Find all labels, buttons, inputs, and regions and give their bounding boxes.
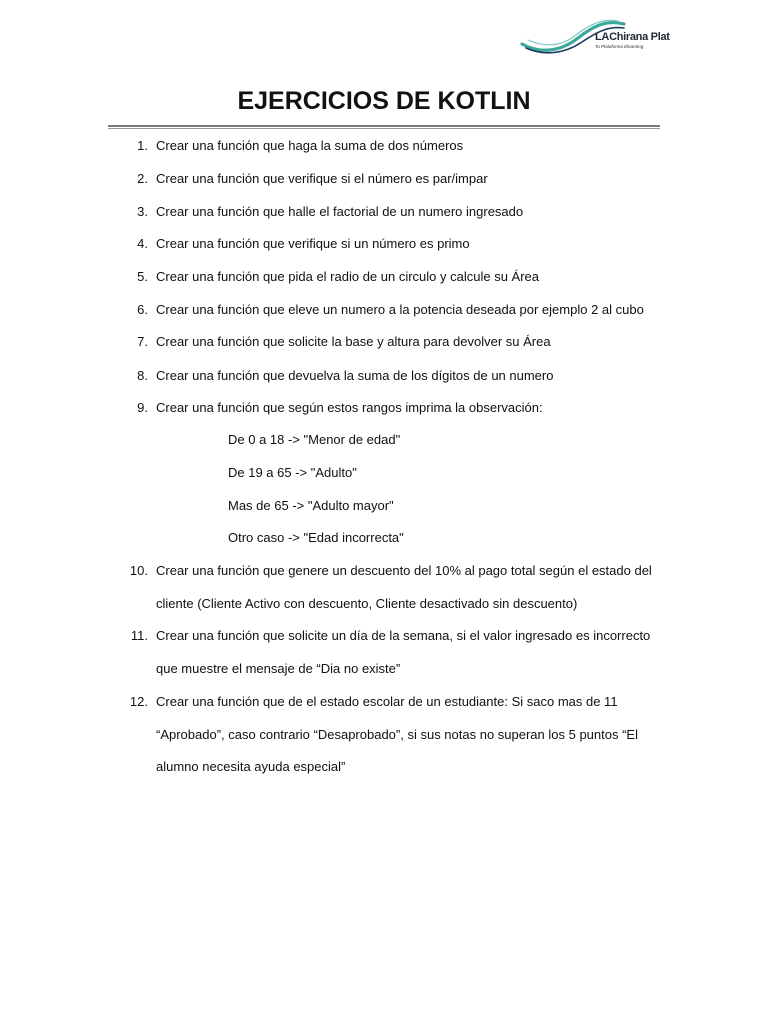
range-line: De 0 a 18 -> "Menor de edad"	[228, 432, 401, 447]
item-text: Crear una función que pida el radio de un circulo y calcule su Área	[156, 269, 540, 284]
range-line: Otro caso -> "Edad incorrecta"	[228, 530, 404, 545]
logo-name: LAChirana Plat	[595, 31, 670, 43]
item-text: Crear una función que haga la suma de dos números	[156, 138, 464, 153]
item-text: “Aprobado”, caso contrario “Desaprobado”, si sus notas no superan los 5 puntos “El	[156, 727, 638, 742]
item-number: 3.	[137, 204, 148, 219]
item-text: Crear una función que halle el factorial de un numero ingresado	[156, 204, 524, 219]
item-text: Crear una función que solicite la base y altura para devolver su Área	[156, 334, 551, 349]
item-number: 4.	[137, 236, 148, 251]
item-text: alumno necesita ayuda especial”	[156, 759, 346, 774]
item-number: 11.	[130, 628, 148, 643]
item-number: 7.	[137, 334, 148, 349]
range-line: De 19 a 65 -> "Adulto"	[228, 465, 357, 480]
range-line: Mas de 65 -> "Adulto mayor"	[228, 498, 394, 513]
item-text: que muestre el mensaje de “Dia no existe”	[156, 661, 401, 676]
item-text: Crear una función que devuelva la suma de los dígitos de un numero	[156, 368, 554, 383]
logo-tagline: Tu Plataforma Elearning	[595, 44, 644, 49]
item-text: Crear una función que eleve un numero a la potencia deseada por ejemplo 2 al cubo	[156, 302, 644, 317]
item-text: Crear una función que según estos rangos imprima la observación:	[156, 400, 543, 415]
item-text: Crear una función que solicite un día de la semana, si el valor ingresado es incorrecto	[156, 628, 651, 643]
item-number: 12.	[129, 694, 148, 709]
item-number: 10.	[129, 563, 148, 578]
item-number: 1.	[137, 138, 148, 153]
item-text: Crear una función que verifique si un número es primo	[156, 236, 470, 251]
page-title: EJERCICIOS DE KOTLIN	[237, 87, 531, 115]
item-number: 8.	[137, 368, 148, 383]
item-number: 2.	[137, 171, 148, 186]
item-number: 5.	[137, 269, 148, 284]
item-text: Crear una función que de el estado escolar de un estudiante: Si saco mas de 11	[156, 694, 618, 709]
item-number: 6.	[137, 302, 148, 317]
item-text: Crear una función que verifique si el número es par/impar	[156, 171, 488, 186]
item-number: 9.	[137, 400, 148, 415]
item-text: Crear una función que genere un descuento del 10% al pago total según el estado del	[156, 563, 652, 578]
item-text: cliente (Cliente Activo con descuento, Cliente desactivado sin descuento)	[156, 596, 578, 611]
